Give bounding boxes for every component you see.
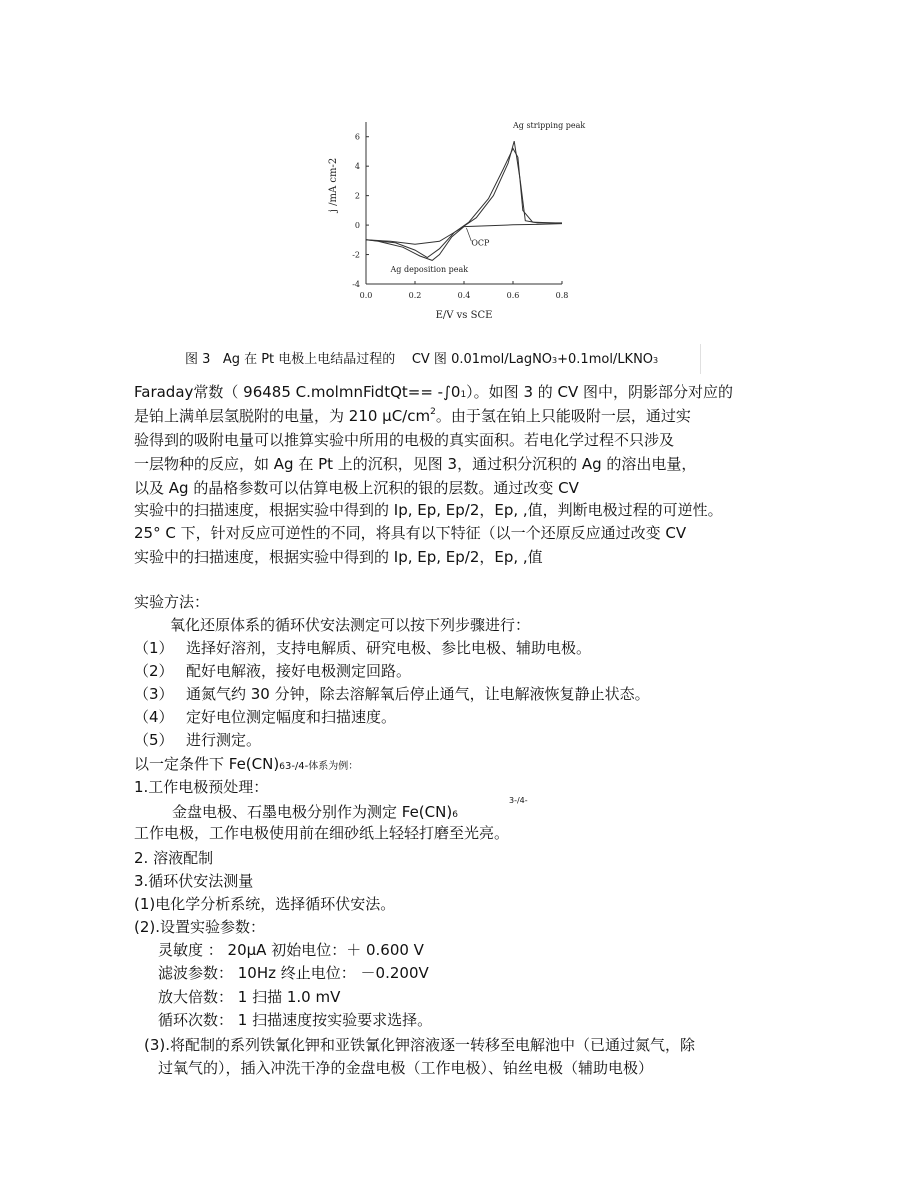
para-line-1a: Faraday常数（ 96485 C.molmnFidtQt== -∫0 (134, 383, 461, 401)
step-number: （4） (134, 708, 174, 726)
para-line-2-exp: 2 (430, 407, 436, 417)
series-line-1 (366, 141, 562, 244)
section-1-line-2: 工作电极，工作电极使用前在细砂纸上轻轻打磨至光亮。 (134, 824, 510, 842)
section-3-item-3-line-1: (3).将配制的系列铁氰化钾和亚铁氰化钾溶液逐一转移至电解池中（已通过氮气，除 (144, 1036, 696, 1054)
step-number: （1） (134, 639, 174, 657)
para-line-4: 一层物种的反应，如 Ag 在 Pt 上的沉积，见图 3，通过积分沉积的 Ag 的溶出电量， (134, 455, 697, 473)
section-3-title: 3.循环伏安法测量 (134, 872, 254, 890)
para-line-1-sub: 1 (460, 390, 467, 400)
method-step (134, 684, 650, 704)
condition-suffix: 3-/4-体系为例： (284, 761, 359, 772)
section-3-item-2: (2).设置实验参数： (134, 918, 266, 936)
caption-sub-2: 3 (653, 356, 659, 365)
y-tick-label: 2 (354, 191, 360, 201)
para-line-2a: 是铂上满单层氢脱附的电量，为 210 μC/cm (134, 407, 431, 425)
x-tick-label: 0.2 (408, 291, 422, 300)
para-line-3: 验得到的吸附电量可以推算实验中所用的电极的真实面积。若电化学过程不只涉及 (134, 431, 675, 449)
para-line-7: 25° C 下，针对反应可逆性的不同，将具有以下特征（以一个还原反应通过改变 CV (134, 524, 687, 542)
para-line-1b: ）。如图 3 的 CV 图中，阴影部分对应的 (466, 383, 734, 401)
method-step (134, 707, 396, 727)
step-number: （5） (134, 731, 174, 749)
step-number: （3） (134, 685, 174, 703)
caption-text-1: Ag 在 Pt 电极上电结晶过程的 (222, 352, 396, 367)
step-text: 选择好溶剂，支持电解质、研究电极、参比电极、辅助电极。 (186, 639, 592, 657)
annotation-stripping-peak: Ag stripping peak (513, 120, 586, 130)
x-tick-label: 0.0 (359, 291, 373, 300)
annotation-ocp-pointer (466, 228, 471, 241)
step-number: （2） (134, 662, 174, 680)
section-1-title: 1.工作电极预处理： (134, 778, 269, 796)
annotation-deposition-peak: Ag deposition peak (390, 265, 469, 275)
param-line-4: 循环次数： 1 扫描速度按实验要求选择。 (158, 1011, 433, 1029)
section-1-sub: 6 (452, 810, 458, 820)
para-line-1 (134, 382, 733, 405)
step-text: 配好电解液，接好电极测定回路。 (186, 662, 412, 680)
section-1-line-1 (172, 802, 458, 825)
section-3-item-3-line-2: 过氧气的），插入冲洗干净的金盘电极（工作电极）、铂丝电极（辅助电极） (158, 1059, 654, 1077)
y-tick-label: -4 (352, 280, 360, 289)
caption-text-3: +0.1mol/LKNO (557, 352, 654, 367)
para-line-5: 以及 Ag 的晶格参数可以估算电极上沉积的银的层数。通过改变 CV (134, 479, 579, 497)
y-tick-label: 6 (354, 132, 360, 142)
method-heading: 实验方法： (134, 593, 210, 611)
section-3-item-1: (1)电化学分析系统，选择循环伏安法。 (134, 895, 396, 913)
method-step (134, 730, 261, 750)
caption-text-2: CV 图 0.01mol/LagNO (411, 352, 553, 367)
series-line-3 (366, 149, 562, 258)
y-tick-label: 0 (354, 221, 360, 231)
method-step (134, 661, 411, 681)
para-line-2b: 。由于氢在铂上只能吸附一层，通过实 (435, 407, 691, 425)
method-step (134, 638, 591, 658)
x-tick-label: 0.8 (555, 291, 569, 300)
y-tick-label: 4 (354, 162, 360, 172)
step-text: 定好电位测定幅度和扫描速度。 (186, 708, 397, 726)
annotation-ocp: OCP (471, 238, 490, 248)
section-1-text: 金盘电极、石墨电极分别作为测定 Fe(CN) (172, 803, 453, 821)
caption-sub-1: 3 (552, 356, 558, 365)
param-line-1: 灵敏度 ： 20μA 初始电位：＋ 0.600 V (158, 941, 424, 959)
step-text: 通氮气约 30 分钟，除去溶解氧后停止通气，让电解液恢复静止状态。 (186, 685, 650, 703)
section-1-exponent: 3-/4- (509, 796, 528, 805)
cv-chart (320, 110, 650, 342)
caption-number: 图 3 (185, 352, 211, 367)
step-text: 进行测定。 (186, 731, 262, 749)
para-line-6: 实验中的扫描速度，根据实验中得到的 Ip, Ep, Ep/2，Ep, ,值，判断电极过程的可逆性。 (134, 501, 723, 519)
y-tick-label: -2 (352, 250, 360, 260)
x-tick-label: 0.6 (506, 291, 520, 300)
y-axis-label: j /mA cm-2 (328, 157, 339, 213)
para-line-8: 实验中的扫描速度，根据实验中得到的 Ip, Ep, Ep/2，Ep, ,值 (134, 548, 543, 566)
cv-figure (320, 110, 650, 342)
param-line-2: 滤波参数： 10Hz 终止电位： －0.200V (158, 964, 429, 982)
condition-sub: 6 (279, 762, 285, 772)
section-2-title: 2. 溶液配制 (134, 849, 214, 867)
x-tick-label: 0.4 (457, 291, 471, 300)
param-line-3: 放大倍数： 1 扫描 1.0 mV (158, 988, 341, 1006)
para-line-2 (134, 406, 691, 429)
caption-divider (700, 344, 701, 374)
figure-caption (185, 348, 658, 367)
method-intro: 氧化还原体系的循环伏安法测定可以按下列步骤进行： (170, 616, 531, 634)
condition-line (134, 754, 358, 777)
x-axis-label: E/V vs SCE (435, 310, 493, 321)
condition-text: 以一定条件下 Fe(CN) (134, 755, 280, 773)
